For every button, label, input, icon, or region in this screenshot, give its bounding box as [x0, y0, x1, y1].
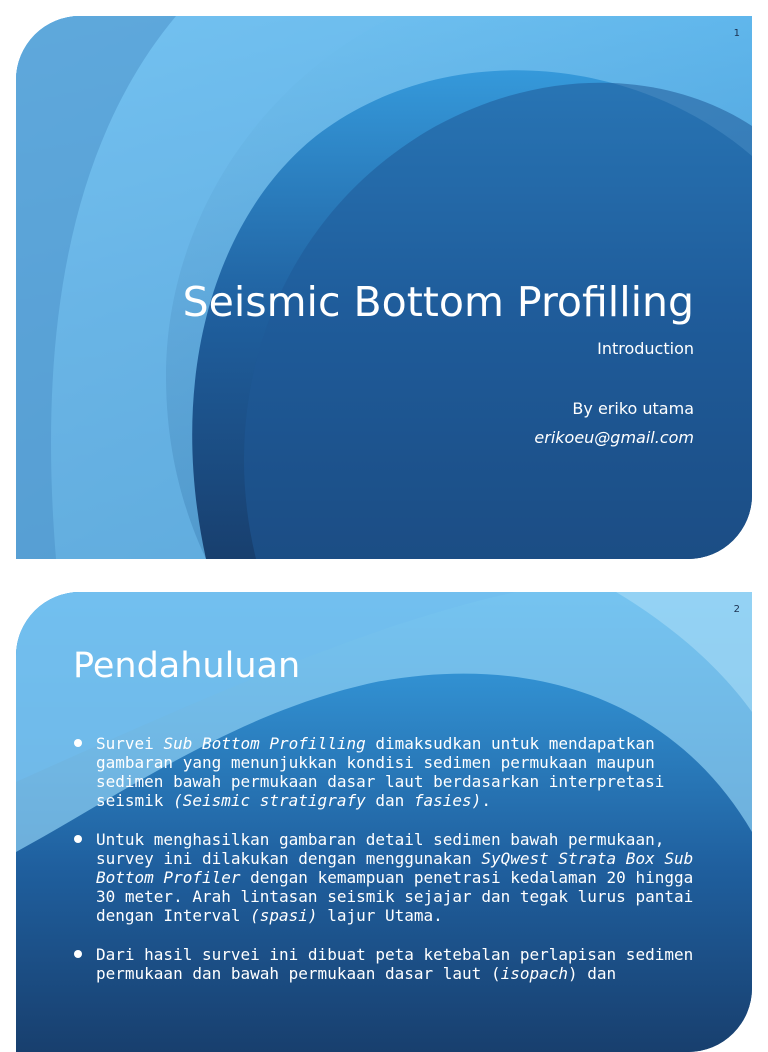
author-name: By eriko utama	[572, 399, 694, 418]
list-item: Survei Sub Bottom Profilling dimaksudkan untuk mendapatkan gambaran yang menunjukkan kondisi sedimen permukaan maupun sedimen bawah permukaan dasar laut berdasarkan interpretasi seismik (Seismic stratigrafy dan fasies).	[72, 734, 712, 810]
slide-heading: Pendahuluan	[73, 646, 301, 686]
slide-subtitle: Introduction	[597, 339, 694, 358]
bullet-icon	[74, 739, 82, 747]
list-item: Dari hasil survei ini dibuat peta ketebalan perlapisan sedimen permukaan dan bawah permukaan dasar laut (isopach) dan	[72, 945, 712, 983]
slide-2	[16, 592, 752, 1052]
list-item: Untuk menghasilkan gambaran detail sedimen bawah permukaan, survey ini dilakukan dengan menggunakan SyQwest Strata Box Sub Bottom Profiler dengan kemampuan penetrasi kedalaman 20 hingga 30 meter. Arah lintasan seismik sejajar dan tegak lurus pantai dengan Interval (spasi) lajur Utama.	[72, 830, 712, 925]
slide-number: 1	[733, 28, 740, 39]
bullet-list	[72, 734, 712, 1003]
slide-title: Seismic Bottom Profilling	[182, 278, 694, 326]
slide-number: 2	[733, 604, 740, 615]
slide-1	[16, 16, 752, 559]
author-email: erikoeu@gmail.com	[534, 428, 694, 447]
bullet-icon	[74, 835, 82, 843]
bullet-icon	[74, 950, 82, 958]
